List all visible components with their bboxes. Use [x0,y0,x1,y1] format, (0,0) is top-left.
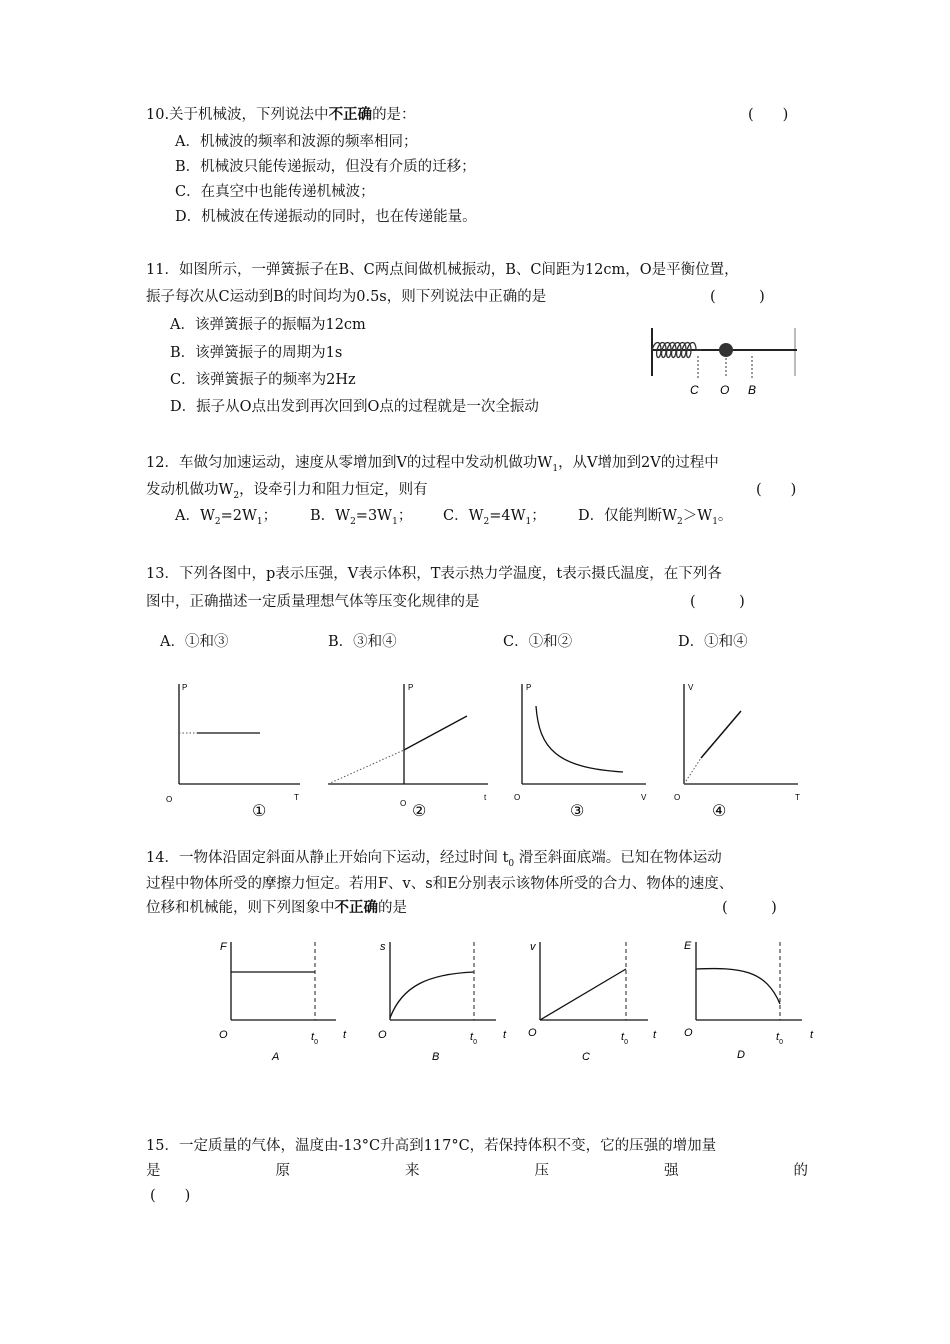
y-axis-label: V [688,683,694,692]
graph-caption: D [737,1049,745,1061]
t0-label: $t_0$ [621,1031,628,1046]
oscillator-ball [719,343,733,357]
y-axis-label: E [684,940,692,952]
y-axis-label: v [530,941,536,953]
label-c: C [690,383,699,397]
x-axis-label: t [343,1029,347,1041]
q12-option-b: B．$W_2=3W_1$； [310,508,413,527]
x-axis-label: t [653,1029,657,1041]
q13-stem-line2: 图中，正确描述一定质量理想气体等压变化规律的是 [146,594,480,610]
x-axis-label: T [795,793,800,802]
q15-stem-line2: 是 原 来 压 强 的 [146,1163,808,1179]
q11-option-c: C．该弹簧振子的频率为2Hz [170,372,356,388]
q13-stem-line1: 13．下列各图中，p表示压强，V表示体积，T表示热力学温度，t表示摄氏温度，在下列各 [146,566,722,582]
origin-label: O [684,1027,693,1039]
displacement-curve [390,972,474,1018]
graph-number: ③ [570,803,585,820]
q11-stem-line2: 振子每次从C运动到B的时间均为0.5s，则下列说法中正确的是 [146,289,547,305]
x-axis-label: t [810,1029,814,1041]
origin-label: O [514,793,521,802]
q13-option-b: B．③和④ [328,634,397,650]
q14-stem-line1: 14．一物体沿固定斜面从静止开始向下运动，经过时间 $t_0$ 滑至斜面底端。已知在物体运动 [146,850,722,869]
q12-option-c: C．$W_2=4W_1$； [443,508,546,527]
energy-curve [696,969,780,1004]
graph-number: ① [252,803,267,820]
dotted-extrapolation [328,750,404,784]
q12-stem-line1: 12．车做匀加速运动，速度从零增加到V的过程中发动机做功$W_1$，从V增加到2V的过程中 [146,455,719,474]
hyperbola-curve [536,706,623,772]
x-axis-label: t [484,793,487,802]
q14-stem-line2: 过程中物体所受的摩擦力恒定。若用F、v、s和E分别表示该物体所受的合力、物体的速度、 [146,876,734,892]
volume-line [701,711,741,758]
q10-option-b: B．机械波只能传递振动，但没有介质的迁移； [175,159,476,175]
q10-stem: 10.关于机械波，下列说法中不正确的是： [146,107,416,123]
q11-option-a: A．该弹簧振子的振幅为12cm [170,317,366,333]
origin-label: O [528,1027,537,1039]
origin-label: O [378,1029,387,1041]
q11-option-b: B．该弹簧振子的周期为1s [170,345,343,361]
q12-stem-line2: 发动机做功$W_2$，设牵引力和阻力恒定，则有 [146,482,428,501]
q14-stem-line3: 位移和机械能，则下列图象中不正确的是 [146,900,407,916]
q10-answer-paren: ( ) [748,107,789,123]
q10-option-d: D．机械波在传递振动的同时，也在传递能量。 [175,209,477,225]
label-o: O [720,383,730,397]
q11-option-d: D．振子从O点出发到再次回到O点的过程就是一次全振动 [170,399,539,415]
q13-answer-paren: ( ) [690,594,745,610]
origin-label: O [166,795,173,804]
y-axis-label: P [526,683,532,692]
q13-option-c: C．①和② [503,634,573,650]
q12-answer-paren: ( ) [756,482,797,498]
q12-option-d: D．仅能判断$W_2>W_1$。 [578,508,733,527]
origin-label: O [219,1029,228,1041]
y-axis-label: F [220,941,227,953]
q14-graph-a [212,934,362,1064]
q14-graph-b [372,934,522,1064]
spring-oscillator-figure [640,320,810,405]
q11-stem-line1: 11．如图所示，一弹簧振子在B、C两点间做机械振动，B、C间距为12cm，O是平衡位置， [146,262,739,278]
q15-stem-line1: 15．一定质量的气体，温度由-13°C升高到117°C，若保持体积不变，它的压强的增加量 [146,1138,717,1154]
t0-label: $t_0$ [776,1031,783,1046]
label-b: B [748,383,757,397]
q10-option-c: C．在真空中也能传递机械波； [175,184,375,200]
q14-graph-d [680,934,825,1064]
q13-option-a: A．①和③ [160,634,229,650]
q14-answer-paren: ( ) [722,900,777,916]
q15-answer-paren: ( ) [150,1188,191,1204]
y-axis-label: s [380,941,386,953]
q13-option-d: D．①和④ [678,634,748,650]
t0-label: $t_0$ [470,1031,477,1046]
origin-label: O [674,793,681,802]
graph-caption: B [432,1051,440,1063]
q13-graph-2 [320,676,495,821]
x-axis-label: t [503,1029,507,1041]
x-axis-label: T [294,793,299,802]
q10-option-a: A．机械波的频率和波源的频率相同； [175,134,418,150]
graph-number: ④ [712,803,727,820]
dotted-extrapolation [684,758,701,784]
origin-label: O [400,799,407,808]
t0-label: $t_0$ [311,1031,318,1046]
velocity-line [540,969,626,1020]
q13-graph-4 [668,676,818,821]
q13-graph-1 [160,676,320,821]
q14-graph-c [524,934,674,1064]
graph-number: ② [412,803,427,820]
y-axis-label: P [182,683,188,692]
pressure-line [404,716,467,750]
y-axis-label: P [408,683,414,692]
graph-caption: A [272,1051,280,1063]
x-axis-label: V [641,793,647,802]
graph-caption: C [582,1051,590,1063]
q13-graph-3 [508,676,668,821]
q12-option-a: A．$W_2=2W_1$； [175,508,278,527]
q11-answer-paren: ( ) [710,289,765,305]
